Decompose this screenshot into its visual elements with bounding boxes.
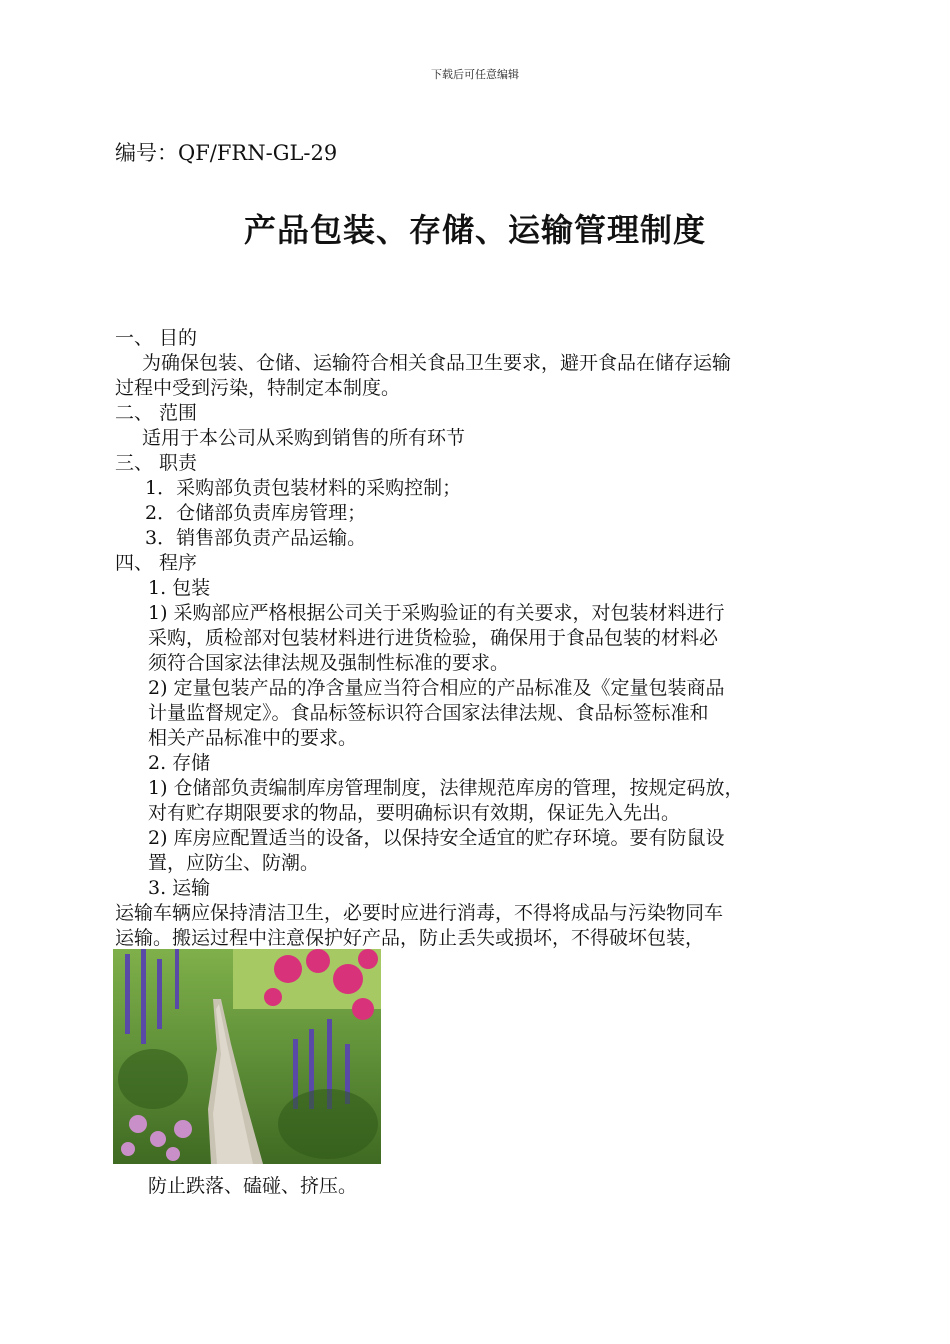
paragraph-line: 1) 仓储部负责编制库房管理制度，法律规范库房的管理，按规定码放， [148, 777, 744, 799]
subsection-heading-storage: 2. 存储 [148, 752, 211, 774]
paragraph-line: 采购，质检部对包装材料进行进货检验，确保用于食品包装的材料必 [148, 627, 719, 649]
subsection-heading-transport: 3. 运输 [148, 877, 211, 899]
subsection-heading-packaging: 1. 包装 [148, 577, 211, 599]
paragraph-line: 过程中受到污染，特制定本制度。 [115, 377, 401, 399]
paragraph-line: 2) 库房应配置适当的设备，以保持安全适宜的贮存环境。要有防鼠设 [148, 827, 725, 849]
paragraph-line: 计量监督规定》。食品标签标识符合国家法律法规、食品标签标准和 [148, 702, 709, 724]
section-heading-purpose: 一、 目的 [115, 327, 198, 349]
paragraph-line: 须符合国家法律法规及强制性标准的要求。 [148, 652, 510, 674]
paragraph-line: 防止跌落、磕碰、挤压。 [148, 1175, 358, 1197]
paragraph-line: 运输车辆应保持清洁卫生，必要时应进行消毒，不得将成品与污染物同车 [115, 902, 724, 924]
header-note: 下载后可任意编辑 [431, 68, 519, 81]
paragraph-line: 为确保包装、仓储、运输符合相关食品卫生要求，避开食品在储存运输 [142, 352, 732, 374]
paragraph-line: 2) 定量包装产品的净含量应当符合相应的产品标准及《定量包装商品 [148, 677, 725, 699]
paragraph-line: 适用于本公司从采购到销售的所有环节 [142, 427, 466, 449]
paragraph-line: 相关产品标准中的要求。 [148, 727, 358, 749]
list-item: 2．仓储部负责库房管理； [145, 502, 367, 524]
document-number: 编号：QF/FRN-GL-29 [115, 141, 338, 165]
section-heading-duties: 三、 职责 [115, 452, 198, 474]
paragraph-line: 运输。搬运过程中注意保护好产品，防止丢失或损坏，不得破坏包装， [115, 927, 705, 949]
paragraph-line: 置，应防尘、防潮。 [148, 852, 320, 874]
list-item: 1．采购部负责包装材料的采购控制； [145, 477, 462, 499]
list-item: 3．销售部负责产品运输。 [145, 527, 367, 549]
section-heading-scope: 二、 范围 [115, 402, 198, 424]
section-heading-procedure: 四、 程序 [115, 552, 198, 574]
paragraph-line: 对有贮存期限要求的物品，要明确标识有效期，保证先入先出。 [148, 802, 681, 824]
page-title: 产品包装、存储、运输管理制度 [243, 211, 706, 249]
garden-path-photo [113, 949, 381, 1164]
paragraph-line: 1) 采购部应严格根据公司关于采购验证的有关要求，对包装材料进行 [148, 602, 725, 624]
